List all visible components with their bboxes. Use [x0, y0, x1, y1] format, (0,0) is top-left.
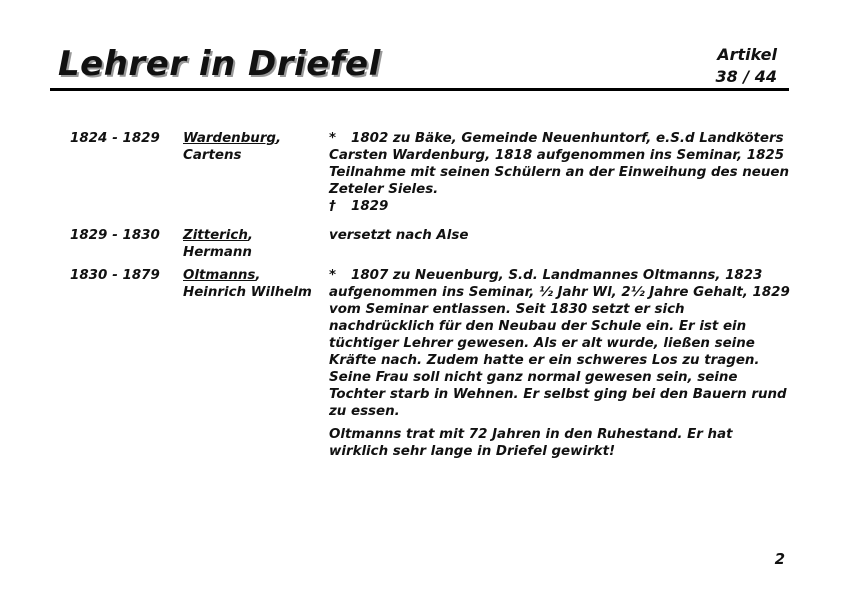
entry-years — [70, 227, 183, 261]
entry-comma: , — [255, 268, 261, 283]
article-number: 38 / 44 — [715, 67, 777, 86]
teacher-entry — [70, 130, 790, 221]
entry-text-continued: Oltmanns trat mit 72 Jahren in den Ruhestand. Er hat wirklich sehr lange in Driefel gewirkt! — [329, 427, 733, 459]
entry-years — [70, 130, 183, 221]
entry-name — [183, 227, 329, 261]
header-divider — [50, 88, 789, 91]
teacher-entry — [70, 267, 790, 466]
entry-start-year: 1824 — [70, 131, 108, 146]
teacher-entry — [70, 227, 790, 261]
entry-surname: Wardenburg — [183, 131, 277, 146]
entry-start-year: 1830 — [70, 268, 108, 283]
entry-given-name: Heinrich Wilhelm — [183, 285, 312, 300]
entry-given-name: Cartens — [183, 148, 242, 163]
entry-description — [329, 227, 790, 261]
entry-description — [329, 267, 790, 466]
teacher-list — [70, 130, 790, 472]
entry-name — [183, 267, 329, 466]
entry-comma: , — [276, 131, 282, 146]
entry-text: versetzt nach Alse — [329, 228, 469, 243]
entry-start-year: 1829 — [70, 228, 108, 243]
entry-name — [183, 130, 329, 221]
entry-end-year: - 1879 — [112, 268, 160, 283]
entry-end-year: - 1830 — [112, 228, 160, 243]
article-reference — [715, 44, 777, 88]
birth-mark: * — [329, 268, 337, 283]
entry-text: 1807 zu Neuenburg, S.d. Landmannes Oltmanns, 1823 aufgenommen ins Seminar, ½ Jahr Wl, 2½ Jahre Gehalt, 1829 vom Seminar entlassen. Seit 1830 setzt er sich nachdrücklich für den Neubau der Schule ein. Er ist ein tüchtiger Lehrer gewesen. Als er alt wurde, ließen seine Kräfte nach. Zudem hatte er ein schweres Los zu tragen. Seine Frau soll nicht ganz normal gewesen sein, seine Tochter starb in Wehnen. Er selbst ging bei den Bauern rund zu essen. — [329, 268, 790, 419]
entry-comma: , — [247, 228, 253, 243]
entry-death-year: 1829 — [351, 199, 389, 214]
entry-description — [329, 130, 790, 221]
death-mark: † — [329, 199, 336, 214]
entry-text: 1802 zu Bäke, Gemeinde Neuenhuntorf, e.S.d Landköters Carsten Wardenburg, 1818 aufgenommen ins Seminar, 1825 Teilnahme mit seinen Schülern an der Einweihung des neuen Zeteler Sieles. — [329, 131, 790, 197]
entry-end-year: - 1829 — [112, 131, 160, 146]
entry-years — [70, 267, 183, 466]
article-label: Artikel — [717, 45, 777, 64]
entry-surname: Zitterich — [183, 228, 248, 243]
page-number: 2 — [774, 550, 785, 568]
page-title: Lehrer in Driefel — [58, 44, 381, 84]
entry-surname: Oltmanns — [183, 268, 256, 283]
entry-given-name: Hermann — [183, 245, 252, 260]
birth-mark: * — [329, 131, 337, 146]
